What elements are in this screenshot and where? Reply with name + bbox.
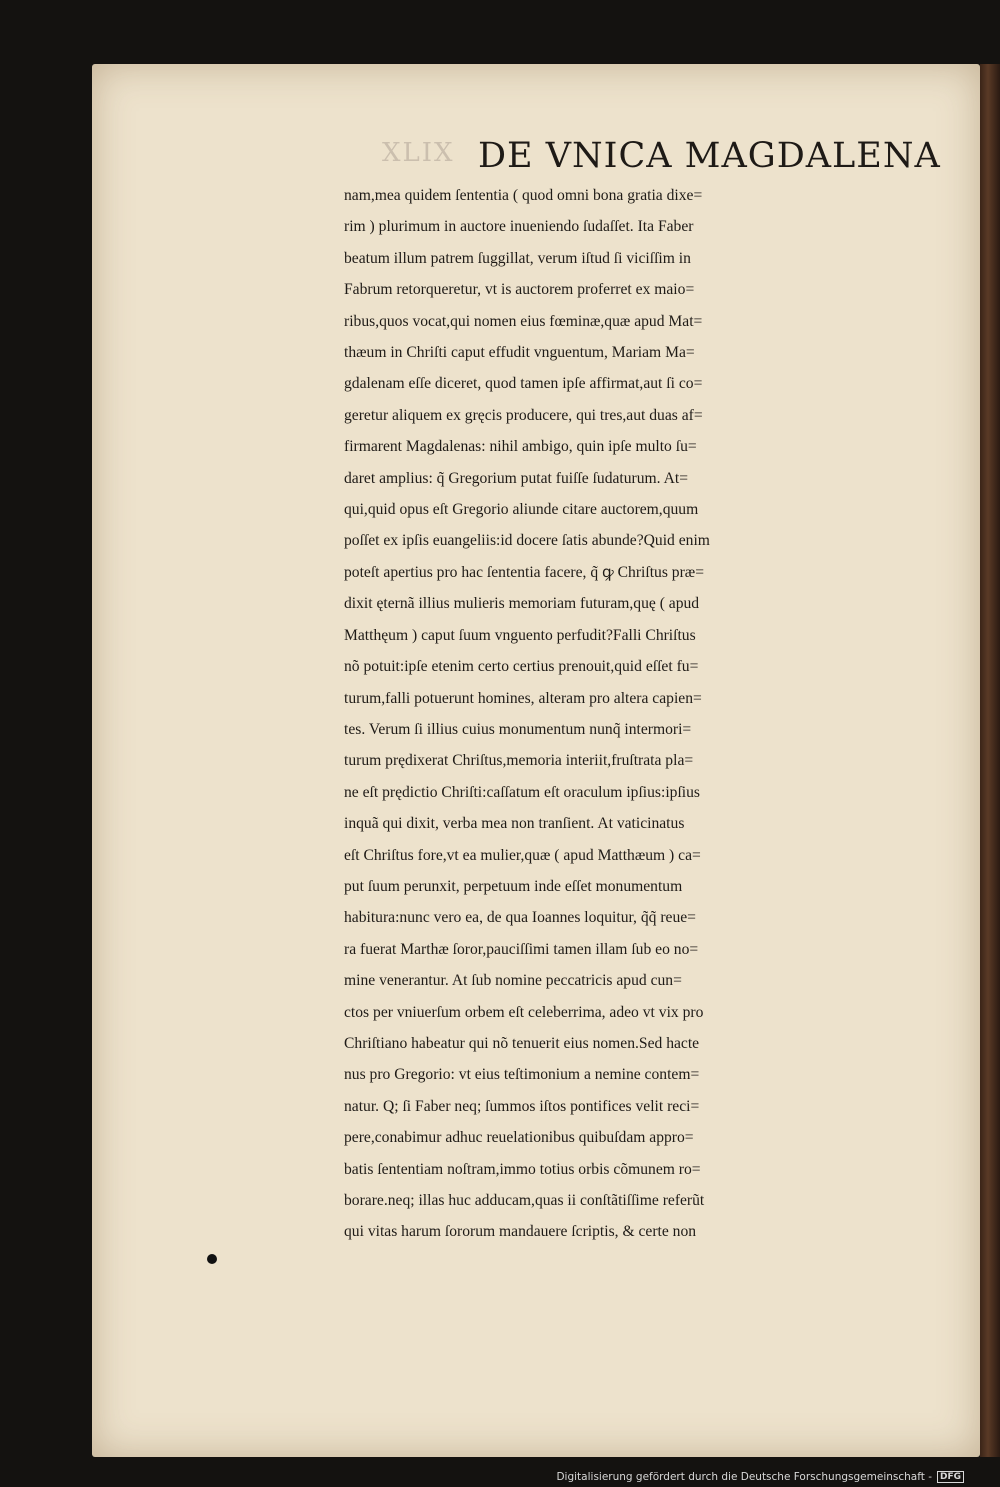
text-line: ribus,quos vocat,qui nomen eius fœminæ,quæ apud Mat= (344, 312, 703, 330)
text-line: nus pro Gregorio: vt eius teſtimonium a nemine contem= (344, 1066, 700, 1084)
text-line: natur. Q; ſi Faber neq; ſummos iſtos pontifices velit reci= (344, 1097, 700, 1115)
text-line: put ſuum perunxit, perpetuum inde eſſet monumentum (344, 877, 683, 895)
text-line: Fabrum retorqueretur, vt is auctorem proferret ex maio= (344, 281, 695, 299)
text-line: daret amplius: q̃ Gregorium putat fuiſſe ſudaturum. At= (344, 469, 688, 487)
text-line: turum prędixerat Chriſtus,memoria interiit,fruſtrata pla= (344, 752, 694, 770)
text-line: inquã qui dixit, verba mea non tranſient. At vaticinatus (344, 815, 685, 833)
text-line: firmarent Magdalenas: nihil ambigo, quin ipſe multo ſu= (344, 438, 697, 456)
text-line: thæum in Chriſti caput effudit vnguentum, Mariam Ma= (344, 344, 695, 362)
text-line: geretur aliquem ex gręcis producere, qui tres,aut duas af= (344, 406, 703, 424)
text-line: qui vitas harum ſororum mandauere ſcriptis, & certe non (344, 1223, 697, 1241)
text-line: ra fuerat Marthæ ſoror,pauciſſimi tamen illam ſub eo no= (344, 940, 699, 958)
body-text (344, 180, 954, 1248)
text-line: habitura:nunc vero ea, de qua Ioannes loquitur, q̃q̃ reue= (344, 909, 696, 927)
text-line: qui,quid opus eſt Gregorio aliunde citare auctorem,quum (344, 501, 699, 519)
text-line: borare.neq; illas huc adducam,quas ii conſtãtiſſime referũt (344, 1192, 705, 1209)
text-line: batis ſententiam noſtram,immo totius orbis cõmunem ro= (344, 1160, 701, 1178)
text-line: Matthęum ) caput ſuum vnguento perfudit?Falli Chriſtus (344, 626, 696, 644)
dfg-logo: DFG (937, 1471, 964, 1483)
text-line: nõ potuit:ipſe etenim certo certius prenouit,quid eſſet fu= (344, 658, 699, 676)
text-line: pere,conabimur adhuc reuelationibus quibuſdam appro= (344, 1129, 694, 1147)
text-line: rim ) plurimum in auctore inueniendo ſudaſſet. Ita Faber (344, 218, 694, 236)
running-header: DE VNICA MAGDALENA (478, 136, 941, 176)
text-line: nam,mea quidem ſententia ( quod omni bona gratia dixe= (344, 187, 703, 204)
text-line: eſt Chriſtus fore,vt ea mulier,quæ ( apud Matthæum ) ca= (344, 846, 701, 864)
text-line: poſſet ex ipſis euangeliis:id docere ſatis abunde?Quid enim (344, 532, 710, 550)
funding-text: Digitalisierung gefördert durch die Deutsche Forschungsgemeinschaft - (556, 1471, 932, 1483)
text-line: dixit ęternã illius mulieris memoriam futuram,quę ( apud (344, 595, 700, 613)
text-line: ctos per vniuerſum orbem eſt celeberrima, adeo vt vix pro (344, 1003, 704, 1021)
text-line: beatum illum patrem ſuggillat, verum iſtud ſi viciſſim in (344, 249, 691, 267)
funding-footer (556, 1471, 964, 1483)
text-line: gdalenam eſſe diceret, quod tamen ipſe affirmat,aut ſi co= (344, 375, 703, 393)
text-line: ne eſt prędictio Chriſti:caſſatum eſt oraculum ipſius:ipſius (344, 783, 700, 801)
text-line: Chriſtiano habeatur qui nõ tenuerit eius nomen.Sed hacte (344, 1034, 700, 1052)
bleed-through-folio: XLIX (382, 138, 455, 168)
text-line: tes. Verum ſi illius cuius monumentum nunq̃ intermori= (344, 720, 692, 738)
text-line: mine venerantur. At ſub nomine peccatricis apud cun= (344, 972, 682, 990)
book-spine-edge (980, 64, 1000, 1457)
ink-dot-mark (207, 1254, 217, 1264)
text-line: turum,falli potuerunt homines, alteram pro altera capien= (344, 689, 702, 707)
text-line: poteſt apertius pro hac ſententia facere, q̃ ꝙ Chriſtus præ= (344, 563, 704, 581)
